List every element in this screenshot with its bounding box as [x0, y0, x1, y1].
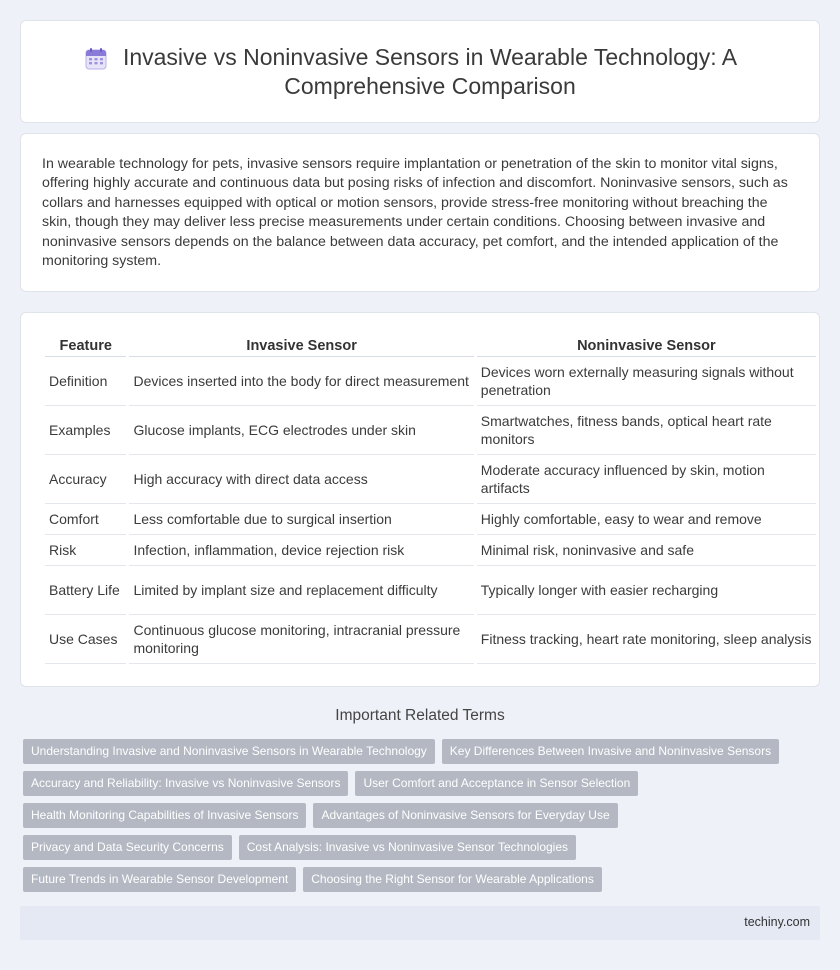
table-row: [45, 535, 816, 566]
related-term-tag[interactable]: Cost Analysis: Invasive vs Noninvasive Sensor Technologies: [239, 835, 576, 860]
related-term-tag[interactable]: Accuracy and Reliability: Invasive vs Noninvasive Sensors: [23, 771, 348, 796]
footer: [20, 906, 820, 940]
related-term-tag[interactable]: Key Differences Between Invasive and Noninvasive Sensors: [442, 739, 779, 764]
table-cell-invasive: High accuracy with direct data access: [129, 455, 473, 504]
table-row: [45, 406, 816, 455]
table-row: [45, 504, 816, 535]
table-cell-noninvasive: Minimal risk, noninvasive and safe: [477, 535, 816, 566]
related-term-tag[interactable]: Health Monitoring Capabilities of Invasive Sensors: [23, 803, 306, 828]
table-cell-feature: Accuracy: [45, 455, 126, 504]
table-header-row: [45, 335, 816, 357]
intro-paragraph: In wearable technology for pets, invasive sensors require implantation or penetration of the skin to monitor vital signs, offering highly accurate and continuous data but posing risks of infection and discomfort. Noninvasive sensors, such as collars and harnesses equipped with optical or motion sensors, provide stress-free monitoring without breaching the skin, though they may deliver less precise measurements under certain conditions. Choosing between invasive and noninvasive sensors depends on the balance between data accuracy, pet comfort, and the intended application of the monitoring system.: [42, 156, 788, 270]
page-title: Invasive vs Noninvasive Sensors in Wearable Technology: A Comprehensive Comparison: [122, 43, 738, 99]
table-cell-noninvasive: Typically longer with easier recharging: [477, 566, 816, 615]
intro-card: [20, 133, 820, 292]
related-terms-list: [23, 739, 813, 899]
comparison-table-card: [20, 312, 820, 687]
table-cell-feature: Risk: [45, 535, 126, 566]
table-row: [45, 455, 816, 504]
table-row: [45, 566, 816, 615]
table-cell-feature: Battery Life: [45, 566, 126, 615]
footer-site-link[interactable]: techiny.com: [744, 915, 810, 929]
related-term-tag[interactable]: Advantages of Noninvasive Sensors for Everyday Use: [313, 803, 617, 828]
related-term-tag[interactable]: User Comfort and Acceptance in Sensor Selection: [355, 771, 638, 796]
table-cell-noninvasive: Moderate accuracy influenced by skin, motion artifacts: [477, 455, 816, 504]
comparison-table: [42, 335, 819, 664]
table-cell-invasive: Glucose implants, ECG electrodes under skin: [129, 406, 473, 455]
related-term-tag[interactable]: Future Trends in Wearable Sensor Development: [23, 867, 296, 892]
table-row: [45, 615, 816, 664]
table-cell-invasive: Less comfortable due to surgical insertion: [129, 504, 473, 535]
table-cell-invasive: Limited by implant size and replacement difficulty: [129, 566, 473, 615]
table-cell-invasive: Devices inserted into the body for direct measurement: [129, 357, 473, 406]
related-term-tag[interactable]: Understanding Invasive and Noninvasive Sensors in Wearable Technology: [23, 739, 435, 764]
table-row: [45, 357, 816, 406]
table-cell-invasive: Continuous glucose monitoring, intracranial pressure monitoring: [129, 615, 473, 664]
related-term-tag[interactable]: Privacy and Data Security Concerns: [23, 835, 232, 860]
table-cell-noninvasive: Fitness tracking, heart rate monitoring, sleep analysis: [477, 615, 816, 664]
table-cell-feature: Definition: [45, 357, 126, 406]
table-cell-feature: Examples: [45, 406, 126, 455]
table-cell-noninvasive: Highly comfortable, easy to wear and remove: [477, 504, 816, 535]
table-cell-noninvasive: Smartwatches, fitness bands, optical heart rate monitors: [477, 406, 816, 455]
table-cell-noninvasive: Devices worn externally measuring signals without penetration: [477, 357, 816, 406]
table-header-noninvasive: Noninvasive Sensor: [477, 335, 816, 357]
table-cell-feature: Comfort: [45, 504, 126, 535]
table-header-feature: Feature: [45, 335, 126, 357]
header-card: [20, 20, 820, 123]
related-terms-title: Important Related Terms: [335, 707, 505, 724]
related-term-tag[interactable]: Choosing the Right Sensor for Wearable Applications: [303, 867, 602, 892]
table-cell-invasive: Infection, inflammation, device rejection risk: [129, 535, 473, 566]
table-cell-feature: Use Cases: [45, 615, 126, 664]
table-header-invasive: Invasive Sensor: [129, 335, 473, 357]
